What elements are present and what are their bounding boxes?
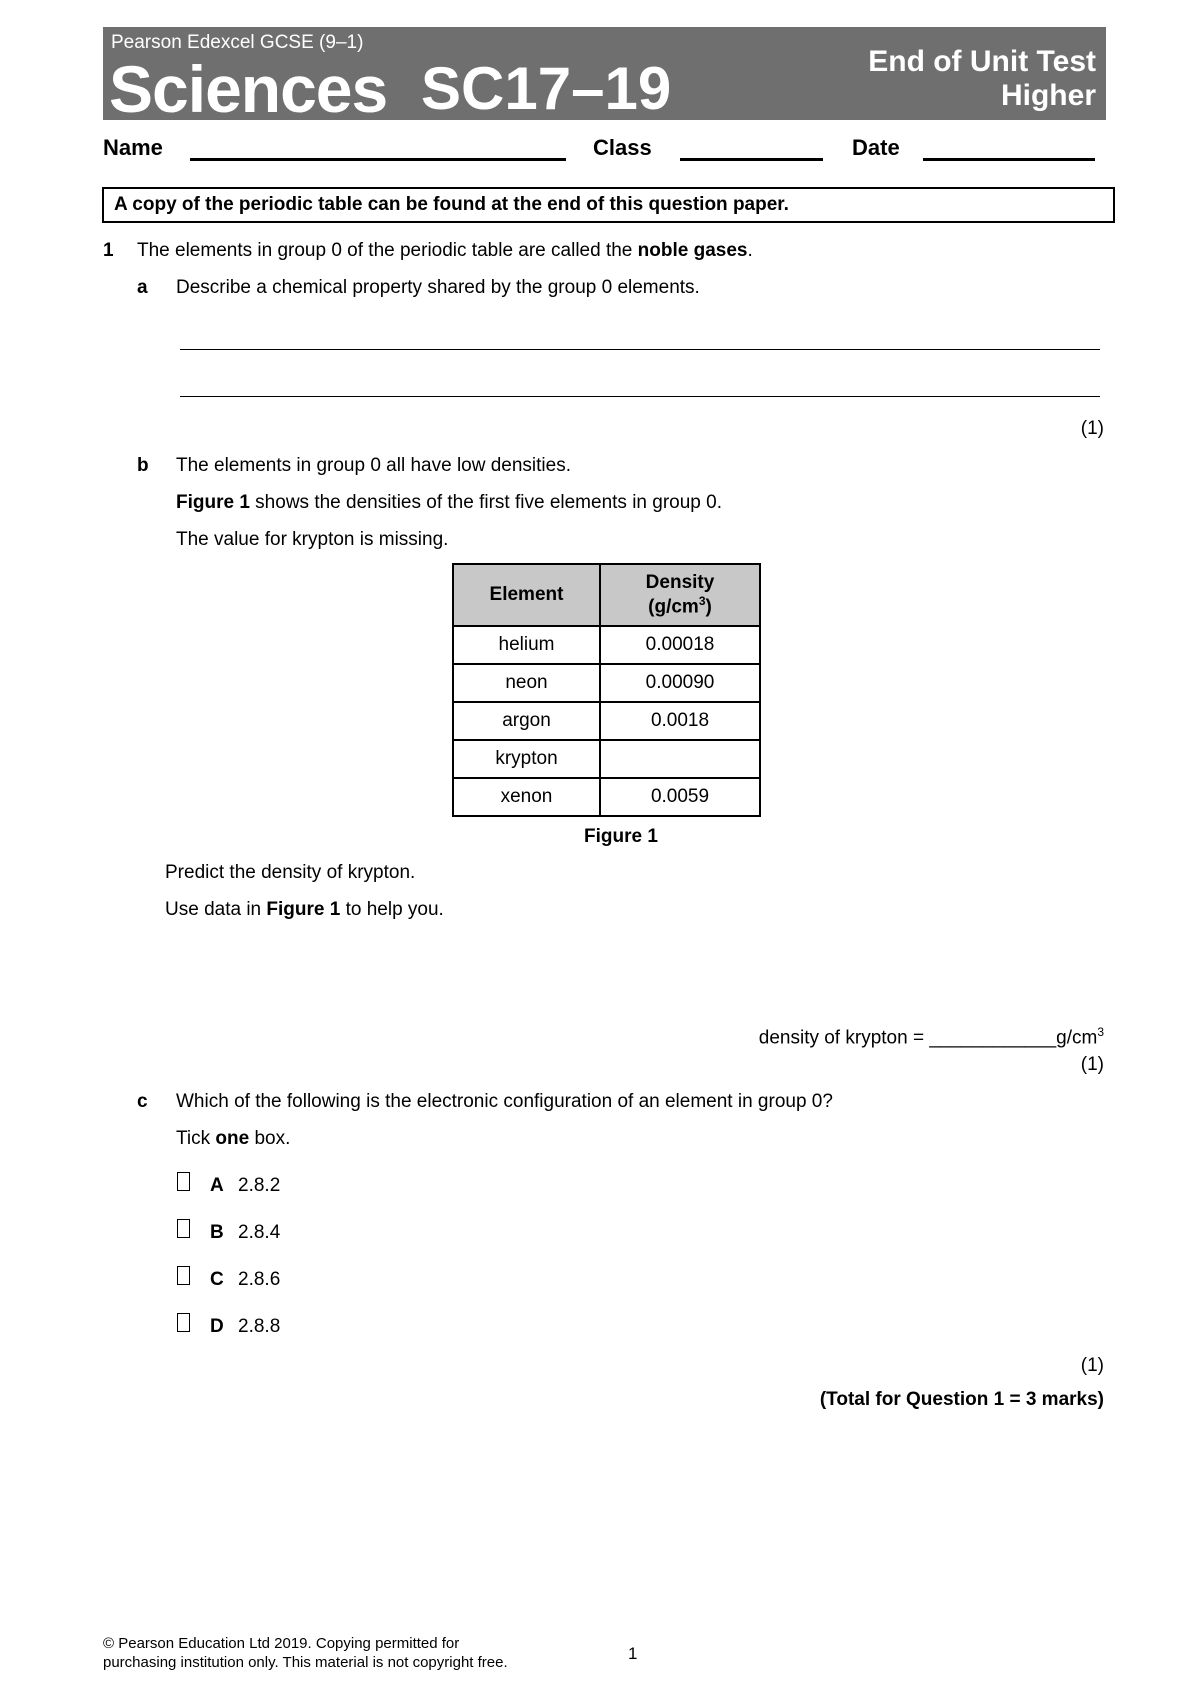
figure-caption: Figure 1 xyxy=(584,826,658,847)
part-b-line1: The elements in group 0 all have low densities. xyxy=(176,455,572,476)
header-element: Element xyxy=(453,564,600,626)
cell-density: 0.0018 xyxy=(600,702,760,740)
name-field[interactable] xyxy=(190,158,566,161)
option-c-letter: C xyxy=(210,1269,224,1290)
cell-element: helium xyxy=(453,626,600,664)
answer-text: density of krypton = ____________g/cm xyxy=(758,1027,1098,1049)
use-pre: Use data in xyxy=(165,899,267,920)
class-label: Class xyxy=(593,135,652,160)
tick-instruction xyxy=(176,1128,290,1150)
test-title xyxy=(868,45,1096,113)
intro-bold: noble gases xyxy=(637,240,748,261)
unit-sup: 3 xyxy=(698,593,706,608)
date-label: Date xyxy=(852,135,900,160)
unit-pre: (g/cm xyxy=(648,596,699,618)
date-field[interactable] xyxy=(923,158,1095,161)
copyright-line1: © Pearson Education Ltd 2019. Copying permitted for xyxy=(103,1635,460,1652)
part-c-marks: (1) xyxy=(1080,1355,1104,1376)
predict-instruction: Predict the density of krypton. xyxy=(165,862,416,883)
part-a-text: Describe a chemical property shared by the group 0 elements. xyxy=(176,277,700,298)
option-b-checkbox[interactable] xyxy=(177,1219,190,1238)
tick-post: box. xyxy=(249,1128,291,1149)
table-row xyxy=(453,702,760,740)
part-c-letter: c xyxy=(137,1091,148,1112)
class-field[interactable] xyxy=(680,158,823,161)
name-label: Name xyxy=(103,135,163,160)
option-b-letter: B xyxy=(210,1222,224,1243)
cell-element: xenon xyxy=(453,778,600,816)
header-density-label: Density xyxy=(645,571,715,593)
cell-element: neon xyxy=(453,664,600,702)
part-c-text: Which of the following is the electronic configuration of an element in group 0? xyxy=(176,1091,833,1112)
option-a-letter: A xyxy=(210,1175,224,1196)
part-b-marks: (1) xyxy=(1080,1054,1104,1075)
part-a-marks: (1) xyxy=(1080,418,1104,439)
cell-density-missing xyxy=(600,740,760,778)
option-c-checkbox[interactable] xyxy=(177,1266,190,1285)
answer-sup: 3 xyxy=(1097,1025,1104,1039)
table-header-row xyxy=(453,564,760,626)
question-intro xyxy=(137,240,753,262)
copyright-notice xyxy=(103,1634,508,1672)
part-b-line2 xyxy=(176,492,722,514)
krypton-answer[interactable] xyxy=(759,1025,1104,1049)
use-data-instruction xyxy=(165,899,444,921)
option-d-checkbox[interactable] xyxy=(177,1313,190,1332)
table-row xyxy=(453,778,760,816)
cell-element: argon xyxy=(453,702,600,740)
intro-end: . xyxy=(747,240,753,261)
question-number: 1 xyxy=(103,240,114,261)
tick-bold: one xyxy=(215,1128,250,1149)
header-density xyxy=(600,564,760,626)
cell-density: 0.00090 xyxy=(600,664,760,702)
brand-title: Sciences xyxy=(109,52,388,126)
table-row xyxy=(453,626,760,664)
test-title-line1: End of Unit Test xyxy=(868,45,1096,78)
header-density-unit xyxy=(601,594,759,618)
answer-line[interactable] xyxy=(180,396,1100,397)
density-table xyxy=(452,563,761,817)
table-row xyxy=(453,740,760,778)
intro-text: The elements in group 0 of the periodic table are called the xyxy=(137,240,638,261)
periodic-table-notice: A copy of the periodic table can be found at the end of this question paper. xyxy=(102,187,1115,223)
cell-element: krypton xyxy=(453,740,600,778)
header-banner xyxy=(103,27,1106,126)
unit-code: SC17–19 xyxy=(421,55,672,122)
part-b-line2-text: shows the densities of the first five elements in group 0. xyxy=(249,492,722,513)
series-label: Pearson Edexcel GCSE (9–1) xyxy=(111,32,364,53)
part-b-line3: The value for krypton is missing. xyxy=(176,529,449,550)
cell-density: 0.0059 xyxy=(600,778,760,816)
option-b-value: 2.8.4 xyxy=(238,1222,281,1243)
page-number: 1 xyxy=(628,1644,638,1663)
option-d-letter: D xyxy=(210,1316,224,1337)
question-total: (Total for Question 1 = 3 marks) xyxy=(819,1389,1104,1410)
option-a-checkbox[interactable] xyxy=(177,1172,190,1191)
test-title-line2: Higher xyxy=(1000,79,1096,112)
table-row xyxy=(453,664,760,702)
part-a-letter: a xyxy=(137,277,148,298)
use-bold: Figure 1 xyxy=(266,899,341,920)
tick-pre: Tick xyxy=(176,1128,216,1149)
use-post: to help you. xyxy=(340,899,444,920)
unit-post: ) xyxy=(705,596,712,618)
option-d-value: 2.8.8 xyxy=(238,1316,281,1337)
option-a-value: 2.8.2 xyxy=(238,1175,281,1196)
figure-ref: Figure 1 xyxy=(176,492,250,513)
part-b-letter: b xyxy=(137,455,149,476)
answer-line[interactable] xyxy=(180,349,1100,350)
option-c-value: 2.8.6 xyxy=(238,1269,281,1290)
cell-density: 0.00018 xyxy=(600,626,760,664)
copyright-line2: purchasing institution only. This material is not copyright free. xyxy=(103,1654,508,1671)
